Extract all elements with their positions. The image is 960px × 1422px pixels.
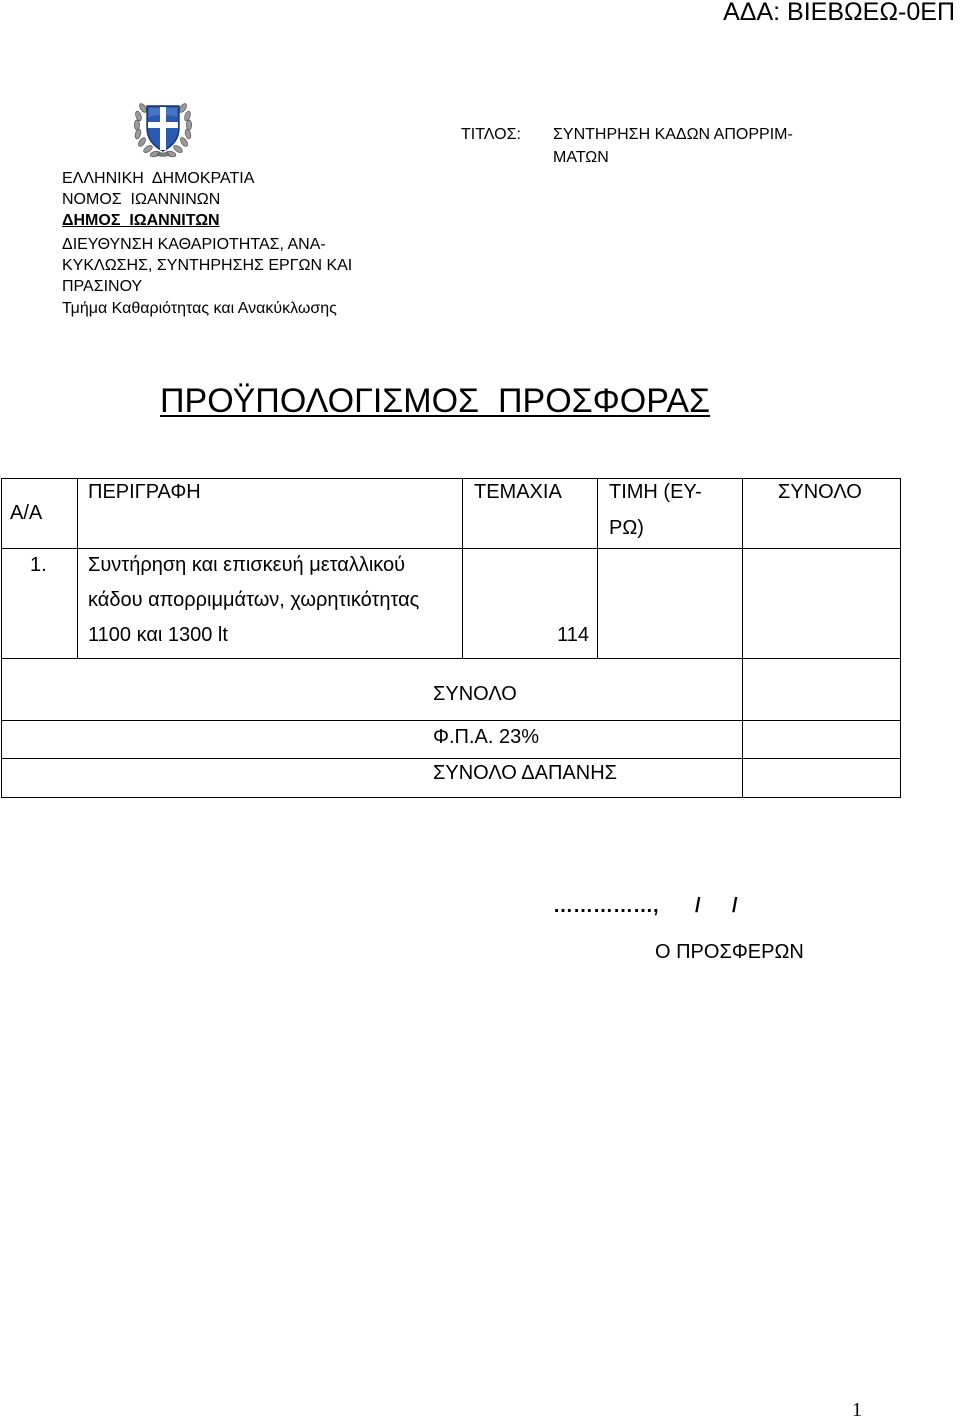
summary-grand-total-value-cell bbox=[742, 758, 901, 798]
project-title-label: ΤΙΤΛΟΣ: bbox=[461, 126, 521, 143]
page-heading: ΠΡΟΫΠΟΛΟΓΙΣΜΟΣ ΠΡΟΣΦΟΡΑΣ bbox=[160, 382, 711, 420]
prefecture-name: ΝΟΜΟΣ ΙΩΑΝΝΙΝΩΝ bbox=[62, 191, 221, 208]
summary-subtotal-value-cell bbox=[742, 658, 901, 721]
row-quantity: 114 bbox=[557, 624, 589, 646]
country-name: ΕΛΛΗΝΙΚΗ ΔΗΜΟΚΡΑΤΙΑ bbox=[62, 170, 255, 187]
summary-label-cell bbox=[1, 758, 743, 798]
summary-label-cell bbox=[1, 658, 743, 721]
directorate-line: ΠΡΑΣΙΝΟΥ bbox=[62, 278, 143, 295]
header-cell-unit-price bbox=[597, 478, 743, 549]
project-title-line: ΜΑΤΩΝ bbox=[553, 149, 609, 166]
municipality-name: ΔΗΜΟΣ ΙΩΑΝΝΙΤΩΝ bbox=[62, 212, 220, 229]
header-label-unit-price: ΤΙΜΗ (ΕΥ- bbox=[609, 481, 702, 503]
header-cell-index bbox=[1, 478, 78, 549]
header-label-unit-price: ΡΩ) bbox=[609, 517, 644, 539]
header-cell-description bbox=[77, 478, 463, 549]
summary-label-cell bbox=[1, 720, 743, 759]
header-cell-total bbox=[742, 478, 901, 549]
row-description-line: Συντήρηση και επισκευή μεταλλικού bbox=[88, 554, 406, 576]
row-cell-total bbox=[742, 548, 901, 659]
department-name: Τμήμα Καθαριότητας και Ανακύκλωσης bbox=[62, 300, 337, 317]
offer-table bbox=[0, 478, 902, 798]
summary-grand-total-label: ΣΥΝΟΛΟ ΔΑΠΑΝΗΣ bbox=[433, 762, 618, 784]
date-separator: / bbox=[695, 895, 701, 917]
signer-title: Ο ΠΡΟΣΦΕΡΩΝ bbox=[655, 941, 804, 963]
greek-coat-of-arms-emblem bbox=[133, 97, 193, 159]
row-cell-quantity bbox=[462, 548, 598, 659]
place-date-placeholder: ……………, bbox=[553, 895, 659, 917]
header-label-description: ΠΕΡΙΓΡΑΦΗ bbox=[88, 481, 201, 503]
row-index: 1. bbox=[30, 554, 47, 576]
header-label-index: Α/Α bbox=[10, 502, 43, 524]
header-label-total: ΣΥΝΟΛΟ bbox=[778, 481, 862, 503]
summary-subtotal-label: ΣΥΝΟΛΟ bbox=[433, 683, 517, 705]
shield-cross bbox=[160, 107, 166, 150]
page-number: 1 bbox=[852, 1399, 862, 1421]
date-separator: / bbox=[732, 895, 738, 917]
header-cell-quantity bbox=[462, 478, 598, 549]
row-description-line: 1100 και 1300 lt bbox=[88, 624, 228, 646]
summary-vat-value-cell bbox=[742, 720, 901, 759]
row-description-line: κάδου απορριμμάτων, χωρητικότητας bbox=[88, 589, 420, 611]
header-label-quantity: ΤΕΜΑΧΙΑ bbox=[474, 481, 562, 503]
directorate-line: ΚΥΚΛΩΣΗΣ, ΣΥΝΤΗΡΗΣΗΣ ΕΡΓΩΝ ΚΑΙ bbox=[62, 257, 353, 274]
directorate-line: ΔΙΕΥΘΥΝΣΗ ΚΑΘΑΡΙΟΤΗΤΑΣ, ΑΝΑ- bbox=[62, 236, 326, 253]
row-cell-description bbox=[77, 548, 463, 659]
project-title-line: ΣΥΝΤΗΡΗΣΗ ΚΑΔΩΝ ΑΠΟΡΡΙΜ- bbox=[553, 126, 793, 143]
row-cell-index bbox=[1, 548, 78, 659]
ada-identifier: ΑΔΑ: ΒΙΕΒΩΕΩ-0ΕΠ bbox=[723, 0, 955, 26]
coat-of-arms-graphic bbox=[133, 97, 193, 159]
summary-vat-label: Φ.Π.Α. 23% bbox=[433, 726, 539, 748]
row-cell-unit-price bbox=[597, 548, 743, 659]
